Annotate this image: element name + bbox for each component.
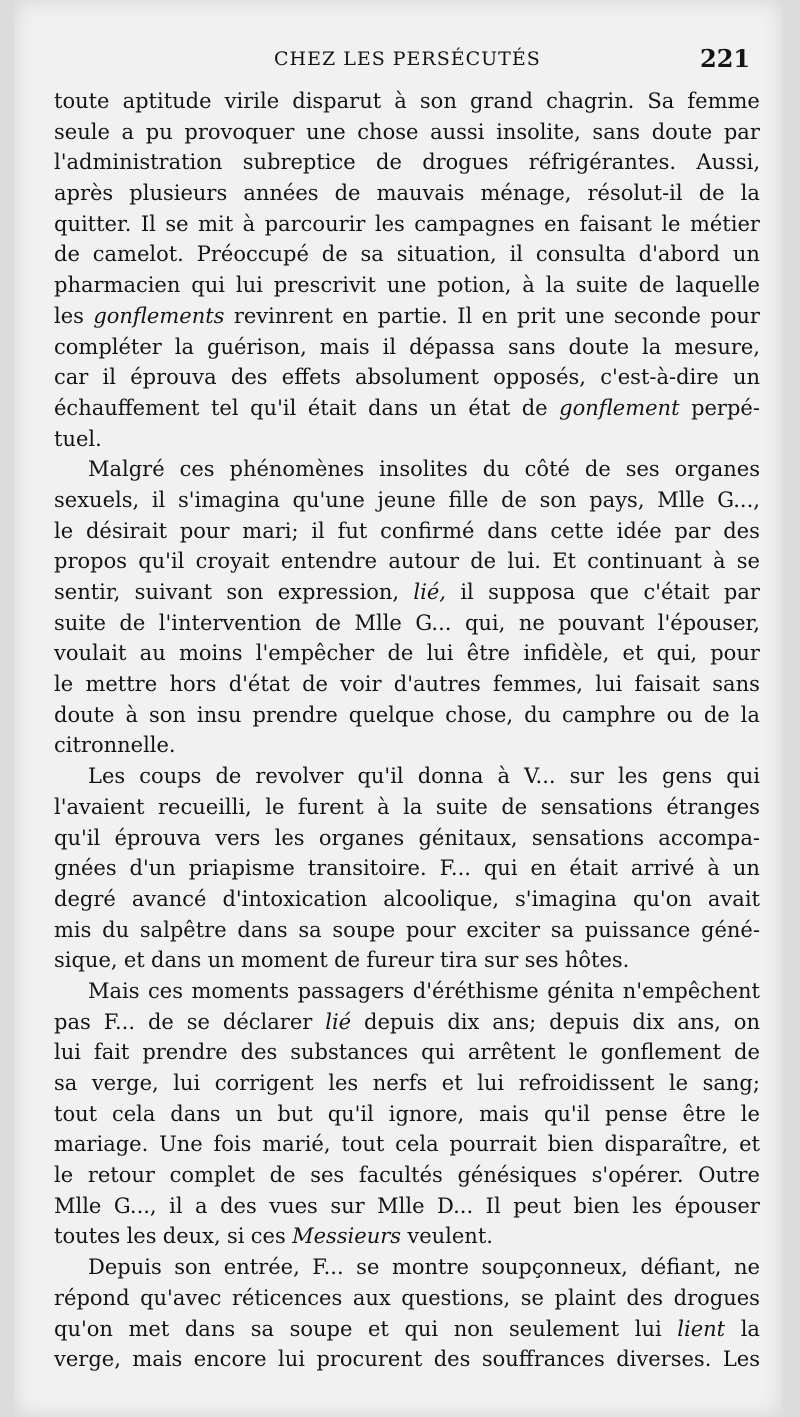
text-line: sexuels, il s'imagina qu'une jeune fille de son pays, Mlle G...,	[54, 487, 760, 512]
text-line: répond qu'avec réticences aux questions, se plaint des drogues	[54, 1285, 760, 1310]
text-line: Depuis son entrée, F... se montre soupçonneux, défiant, ne	[88, 1255, 760, 1280]
text-line: quitter. Il se mit à parcourir les campagnes en faisant le métier	[54, 211, 760, 236]
text-line: l'administration subreptice de drogues réfrigérantes. Aussi,	[54, 150, 760, 175]
running-title: CHEZ LES PERSÉCUTÉS	[274, 48, 541, 70]
text-line: doute à son insu prendre quelque chose, du camphre ou de la	[54, 702, 760, 727]
text-line: gnées d'un priapisme transitoire. F... qui en était arrivé à un	[54, 856, 760, 881]
text-line: Malgré ces phénomènes insolites du côté de ses organes	[88, 457, 760, 482]
text-line: Mlle G..., il a des vues sur Mlle D... Il peut bien les épouser	[54, 1193, 760, 1218]
text-line: tuel.	[54, 426, 102, 451]
text-line: toute aptitude virile disparut à son grand chagrin. Sa femme	[54, 89, 760, 113]
text-line: l'avaient recueilli, le furent à la suite de sensations étranges	[54, 794, 760, 819]
text-line: le retour complet de ses facultés génésiques s'opérer. Outre	[54, 1163, 760, 1188]
text-line: mariage. Une fois marié, tout cela pourrait bien disparaître, et	[54, 1132, 760, 1157]
text-line: sique, et dans un moment de fureur tira sur ses hôtes.	[54, 948, 630, 973]
text-line: qu'on met dans sa soupe et qui non seulement lui lient la	[54, 1316, 760, 1341]
text-line: échauffement tel qu'il était dans un état de gonflement perpé-	[54, 395, 760, 420]
text-line: suite de l'intervention de Mlle G... qui, ne pouvant l'épouser,	[54, 610, 760, 635]
text-line: verge, mais encore lui procurent des souffrances diverses. Les	[54, 1347, 760, 1372]
text-line: après plusieurs années de mauvais ménage, résolut-il de la	[54, 181, 760, 206]
text-line: seule a pu provoquer une chose aussi insolite, sans doute par	[54, 119, 760, 144]
text-line: degré avancé d'intoxication alcoolique, s'imagina qu'on avait	[54, 886, 760, 911]
text-line: voulait au moins l'empêcher de lui être infidèle, et qui, pour	[54, 641, 760, 666]
text-line: qu'il éprouva vers les organes génitaux, sensations accompa-	[54, 825, 760, 850]
text-line: toutes les deux, si ces Messieurs veulent.	[54, 1224, 493, 1249]
page-number: 221	[700, 44, 751, 73]
text-line: mis du salpêtre dans sa soupe pour exciter sa puissance géné-	[54, 917, 760, 942]
text-line: propos qu'il croyait entendre autour de lui. Et continuant à se	[54, 549, 760, 574]
text-line: compléter la guérison, mais il dépassa sans doute la mesure,	[54, 334, 760, 359]
text-line: le mettre hors d'état de voir d'autres femmes, lui faisait sans	[54, 672, 760, 697]
text-line: citronnelle.	[54, 733, 176, 758]
text-line: pas F... de se déclarer lié depuis dix ans; depuis dix ans, on	[54, 1009, 760, 1034]
text-line: tout cela dans un but qu'il ignore, mais qu'il pense être le	[54, 1101, 760, 1126]
text-line: pharmacien qui lui prescrivit une potion, à la suite de laquelle	[54, 273, 760, 298]
page-header	[14, 44, 782, 74]
text-line: Mais ces moments passagers d'éréthisme génita n'empêchent	[88, 978, 760, 1003]
text-line: sentir, suivant son expression, lié, il supposa que c'était par	[54, 580, 760, 604]
text-line: le désirait pour mari; il fut confirmé dans cette idée par des	[54, 518, 760, 543]
body-text	[54, 86, 760, 1375]
text-line: lui fait prendre des substances qui arrêtent le gonflement de	[54, 1040, 760, 1065]
text-line: car il éprouva des effets absolument opposés, c'est-à-dire un	[54, 365, 760, 390]
text-line: Les coups de revolver qu'il donna à V... sur les gens qui	[88, 764, 760, 789]
book-page	[14, 0, 782, 1417]
text-line: sa verge, lui corrigent les nerfs et lui refroidissent le sang;	[54, 1071, 760, 1095]
text-line: de camelot. Préoccupé de sa situation, il consulta d'abord un	[54, 242, 760, 267]
text-line: les gonflements revinrent en partie. Il en prit une seconde pour	[54, 303, 760, 328]
